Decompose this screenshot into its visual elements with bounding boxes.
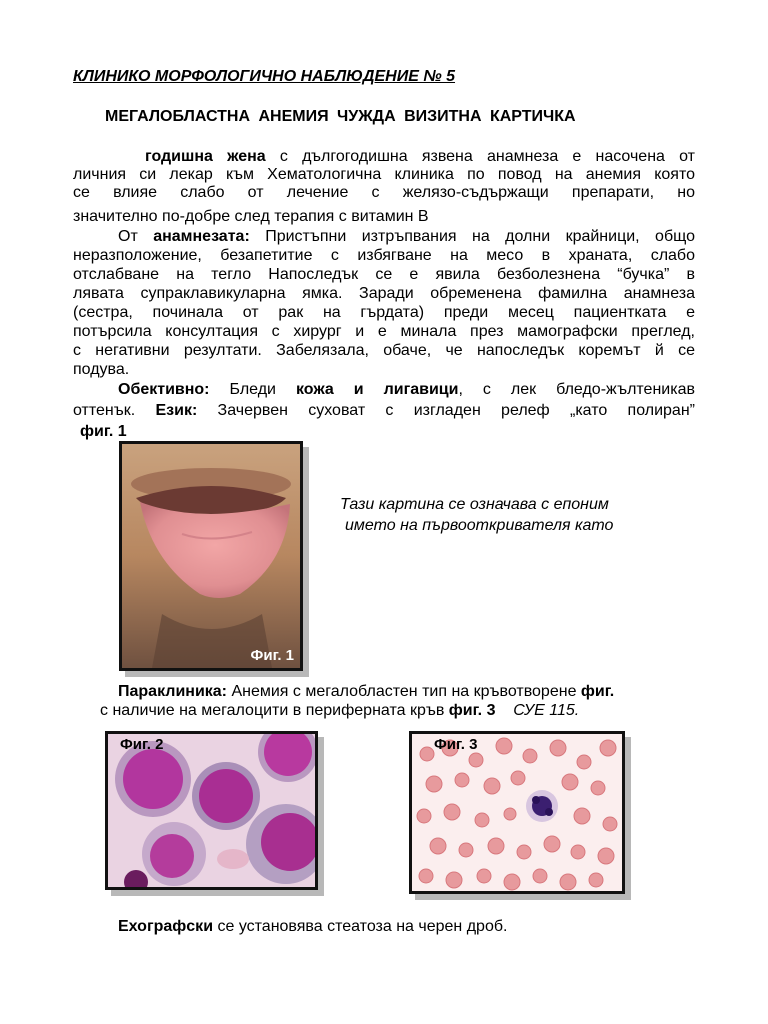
objective-line-3: фиг. 1 (80, 423, 127, 440)
figure-3-blood-smear-image (409, 731, 625, 894)
anamnesis-line-2: неразположение, безапетитие с избягване на месо в храната, слабо (73, 247, 695, 264)
figure-1-tongue-image (119, 441, 303, 671)
case-title: МЕГАЛОБЛАСТНА АНЕМИЯ ЧУЖДА ВИЗИТНА КАРТИЧКА (105, 108, 576, 125)
anamnesis-line-4: лявата супраклавикуларна ямка. Заради обременена фамилна анамнеза (73, 285, 695, 302)
intro-line-3: се влияе слабо от лечение с желязо-съдържащи препарати, но (73, 184, 695, 201)
anamnesis-line-5: (сестра, починала от рак на гърдата) преди месец пациентката е (73, 304, 695, 321)
megaloblast-smear-illustration (108, 734, 315, 887)
intro-line-4: значително по-добре след терапия с витамин В (73, 208, 429, 225)
echo-line: Ехографски се установява стеатоза на черен дроб. (118, 918, 508, 935)
figure-1-caption-line-1: Тази картина се означава с епоним (340, 496, 609, 513)
figure-1-label: Фиг. 1 (250, 647, 294, 664)
intro-line-1: годишна жена с дългогодишна язвена анамнеза е насочена от (145, 148, 695, 165)
figure-3-label: Фиг. 3 (434, 736, 478, 753)
figure-1-caption-line-2: името на първооткривателя като (345, 517, 614, 534)
objective-line-2: оттенък. Език: Зачервен суховат с изгладен релеф „като полиран” (73, 402, 695, 419)
paraclinic-line-2: с наличие на мегалоцити в периферната кръв фиг. 3 СУЕ 115. (100, 702, 580, 719)
figure-2-megaloblasts-image (105, 731, 318, 890)
anamnesis-line-3: отслабване на тегло Напоследък се е явила безболезнена “бучка” в (73, 266, 695, 283)
anamnesis-line-6: потърсила консултация с хирург и е минала през мамографски преглед, (73, 323, 695, 340)
tongue-illustration (122, 444, 300, 668)
figure-2-label: Фиг. 2 (120, 736, 164, 753)
anamnesis-line-8: подува. (73, 361, 130, 378)
paraclinic-line-1: Параклиника: Анемия с мегалобластен тип на кръвотворене фиг. (118, 683, 615, 700)
intro-line-2: личния си лекар към Хематологична клиника по повод на анемия която (73, 166, 695, 183)
anamnesis-line-7: с негативни резултати. Забелязала, обаче, че напоследък коремът й се (73, 342, 695, 359)
case-header: КЛИНИКО МОРФОЛОГИЧНО НАБЛЮДЕНИЕ № 5 (73, 68, 456, 85)
objective-line-1: Обективно: Бледи кожа и лигавици, с лек бледо-жълтеникав (118, 381, 695, 398)
blood-smear-illustration (412, 734, 622, 891)
anamnesis-line-1: От анамнезата: Пристъпни изтръпвания на долни крайници, общо (118, 228, 695, 245)
